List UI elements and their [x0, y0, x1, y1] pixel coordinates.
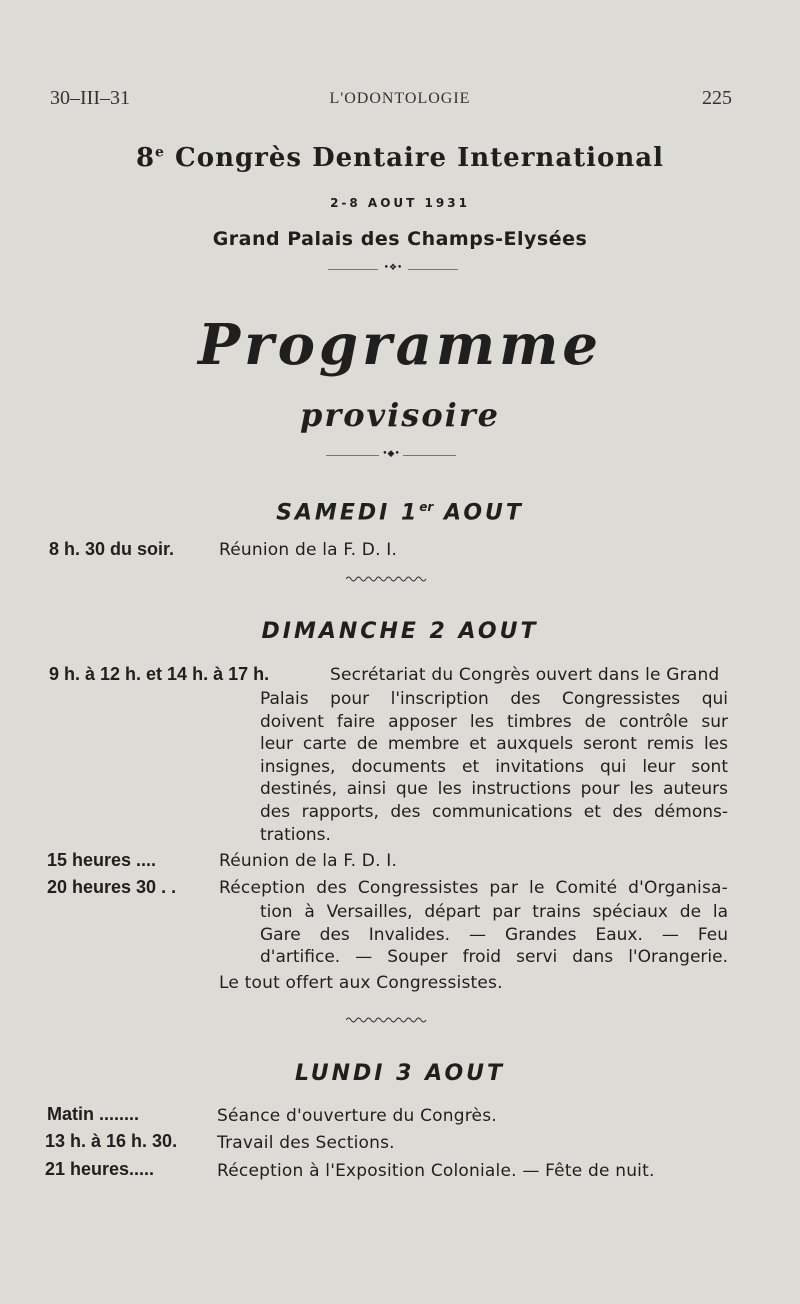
wavy-divider-1	[346, 575, 430, 583]
entry-time: 20 heures 30 . .	[47, 877, 177, 897]
ornament-2: •◆•	[379, 449, 403, 459]
paragraph-line: leur carte de membre et auxquels seront remis les	[260, 734, 728, 755]
entry-text-first-line: Réception des Congressistes par le Comité d'Organisa-	[219, 878, 728, 898]
entry-paragraph	[260, 901, 728, 969]
programme-subtitle: provisoire	[299, 396, 501, 434]
congress-title	[0, 143, 800, 173]
day-heading-saturday-pre: SAMEDI 1	[276, 500, 420, 526]
paragraph-line: des rapports, des communications et des démons-	[260, 801, 728, 822]
programme-title: Programme	[197, 312, 603, 378]
entry-time: Matin ........	[47, 1104, 140, 1124]
day-heading-sunday: DIMANCHE 2 AOUT	[261, 619, 539, 644]
paragraph-line: destinés, ainsi que les instructions pour les auteurs	[260, 779, 728, 800]
entry-text: Réunion de la F. D. I.	[219, 540, 398, 560]
ornament-1: •❖•	[378, 263, 408, 273]
congress-ordinal-sup: e	[155, 144, 165, 161]
congress-ordinal: 8	[135, 143, 156, 173]
paragraph-line: insignes, documents et invitations qui leur sont	[260, 756, 728, 777]
paragraph-line: trations.	[260, 824, 331, 845]
paragraph-line: d'artifice. — Souper froid servi dans l'Orangerie.	[260, 947, 728, 968]
entry-time: 9 h. à 12 h. et 14 h. à 17 h.	[49, 664, 270, 684]
wavy-divider-2	[346, 1016, 430, 1024]
entry-paragraph	[260, 688, 728, 846]
entry-time: 15 heures ....	[47, 850, 157, 870]
header-date: 30–III–31	[50, 87, 130, 109]
entry-time: 8 h. 30 du soir.	[49, 539, 175, 559]
paragraph-line: tion à Versailles, départ par trains spéciaux de la	[260, 902, 728, 922]
entry-text: Travail des Sections.	[217, 1133, 395, 1153]
entry-text: Réception à l'Exposition Coloniale. — Fête de nuit.	[217, 1161, 655, 1181]
entry-text: Séance d'ouverture du Congrès.	[217, 1106, 497, 1126]
congress-dates: 2-8 AOUT 1931	[330, 196, 470, 210]
congress-venue: Grand Palais des Champs-Elysées	[212, 228, 588, 250]
entry-time: 13 h. à 16 h. 30.	[45, 1131, 178, 1151]
entry-note: Le tout offert aux Congressistes.	[219, 973, 503, 993]
day-heading-monday: LUNDI 3 AOUT	[294, 1061, 506, 1086]
paragraph-line: doivent faire apposer les timbres de contrôle sur	[260, 711, 728, 732]
congress-title-text: Congrès Dentaire International	[175, 143, 665, 173]
day-heading-saturday-sup: er	[419, 500, 434, 514]
day-heading-saturday-post: AOUT	[433, 500, 524, 526]
page-number: 225	[702, 87, 732, 109]
paragraph-line: Palais pour l'inscription des Congressistes qui	[260, 689, 728, 709]
entry-text: Réunion de la F. D. I.	[219, 851, 398, 871]
paragraph-line: Gare des Invalides. — Grandes Eaux. — Feu	[260, 924, 728, 945]
day-heading-saturday	[0, 500, 800, 525]
entry-text-first-line: Secrétariat du Congrès ouvert dans le Grand	[330, 665, 720, 685]
header-journal: L'ODONTOLOGIE	[329, 90, 471, 107]
entry-time: 21 heures.....	[45, 1159, 155, 1179]
